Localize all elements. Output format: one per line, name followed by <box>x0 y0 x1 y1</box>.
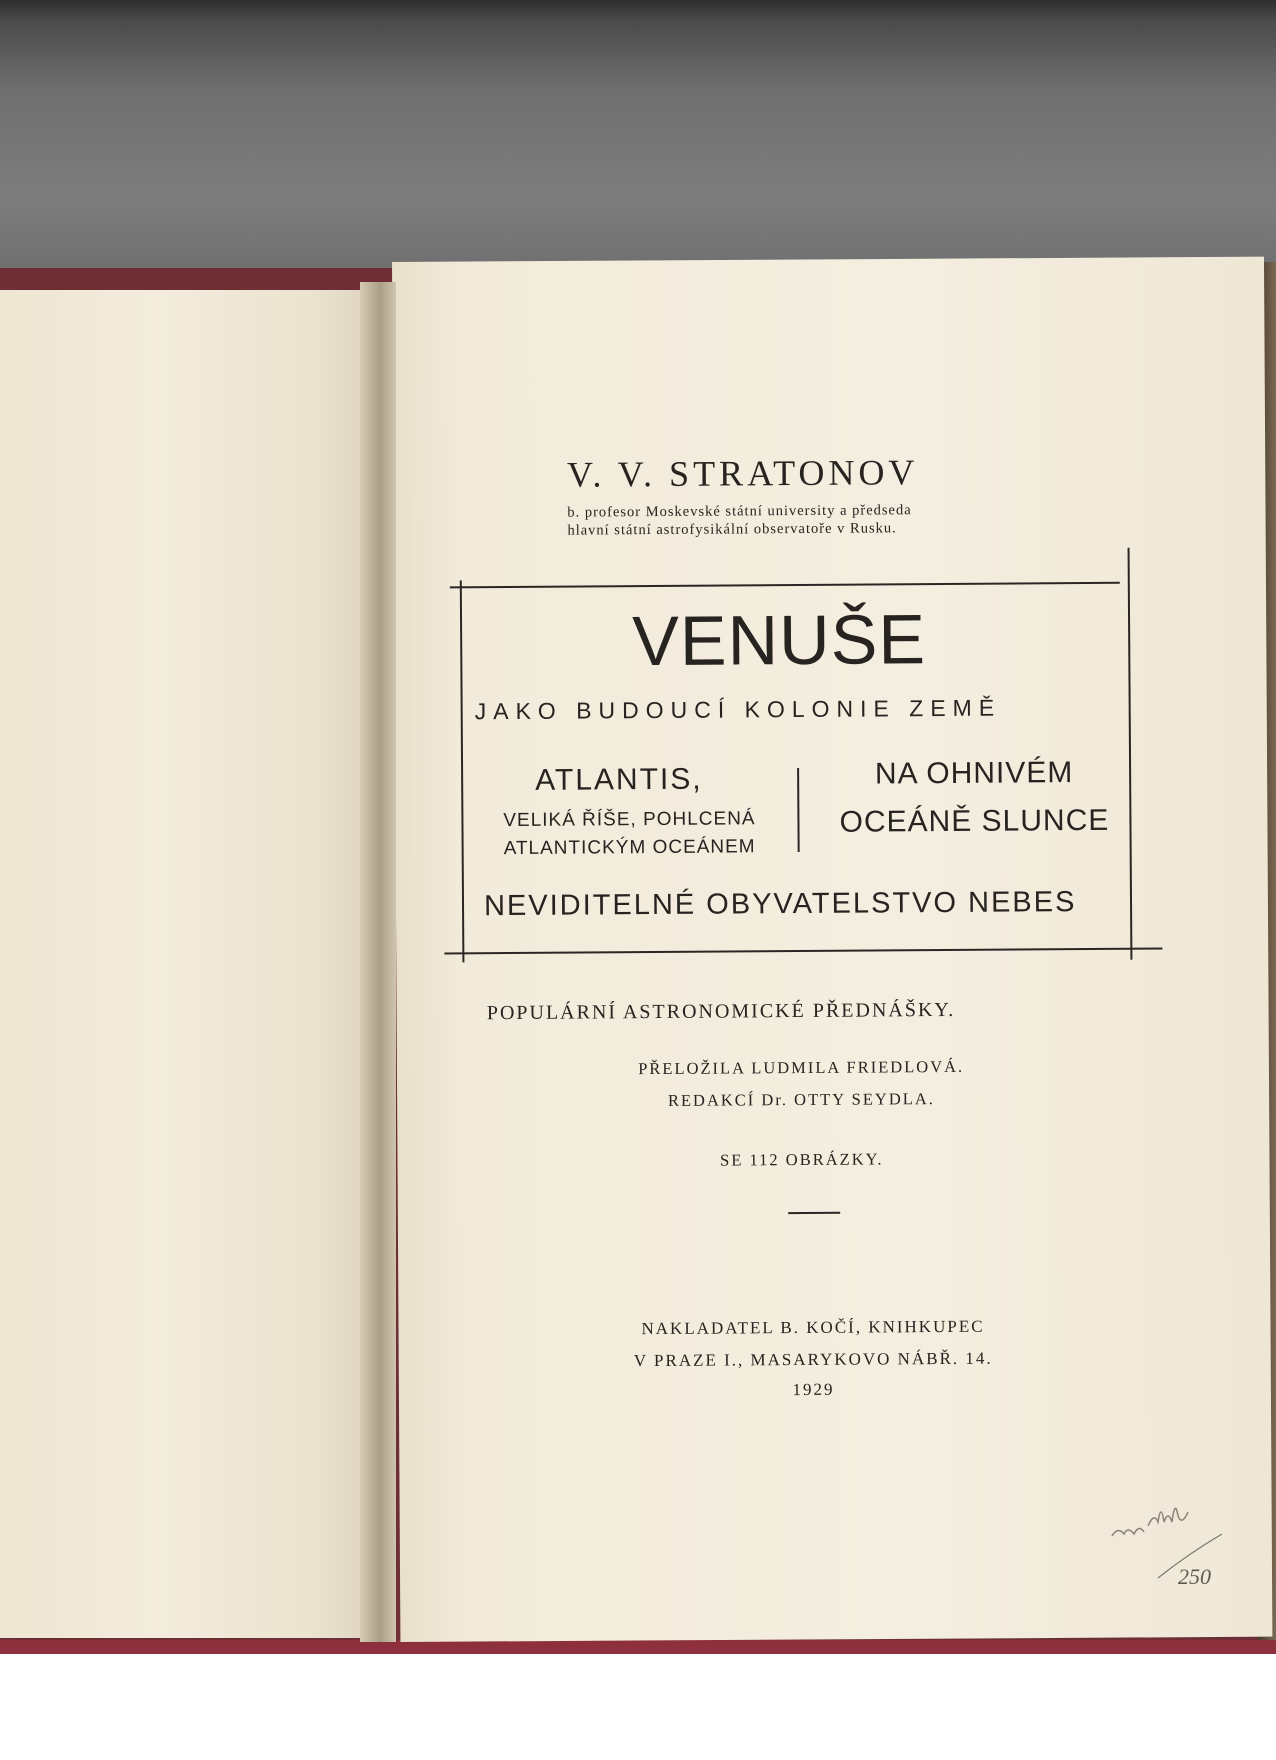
translator-credit: PŘELOŽILA LUDMILA FRIEDLOVÁ. <box>638 1056 965 1079</box>
publication-year: 1929 <box>792 1379 835 1400</box>
short-rule <box>788 1212 840 1214</box>
frame-bottom-rule <box>444 947 1162 954</box>
author-name: V. V. STRATONOV <box>566 452 919 495</box>
subtitle: JAKO BUDOUCÍ KOLONIE ZEMĚ <box>474 694 1002 725</box>
column-divider <box>797 768 800 852</box>
affiliation-line-1: b. profesor Moskevské státní university a předseda <box>567 502 912 521</box>
atlantis-line-2: ATLANTICKÝM OCEÁNEM <box>503 836 756 860</box>
publisher-line-2: V PRAZE I., MASARYKOVO NÁBŘ. 14. <box>633 1348 993 1371</box>
atlantis-description <box>479 805 779 863</box>
editor-credit: REDAKCÍ Dr. OTTY SEYDLA. <box>667 1089 935 1110</box>
atlantis-heading: ATLANTIS, <box>535 762 703 797</box>
pencil-scribble <box>1112 1508 1188 1536</box>
frame-top-rule <box>450 582 1120 589</box>
tagline: NEVIDITELNÉ OBYVATELSTVO NEBES <box>483 886 1077 923</box>
author-affiliation <box>567 501 912 539</box>
atlantis-line-1: VELIKÁ ŘÍŠE, POHLCENÁ <box>503 808 756 832</box>
right-column-line-2: OCEÁNĚ SLUNCE <box>839 803 1110 839</box>
series-title: POPULÁRNÍ ASTRONOMICKÉ PŘEDNÁŠKY. <box>486 998 956 1025</box>
main-title: VENUŠE <box>631 600 927 681</box>
frame-right-rule <box>1128 548 1133 960</box>
pencil-annotation <box>1098 1466 1228 1586</box>
affiliation-line-2: hlavní státní astrofysikální observatoře v Rusku. <box>567 520 897 539</box>
right-column-line-1: NA OHNIVÉM <box>874 756 1074 791</box>
publisher-line-1: NAKLADATEL B. KOČÍ, KNIHKUPEC <box>641 1316 985 1339</box>
frame-left-rule <box>460 580 465 962</box>
handwritten-price: 250 <box>1178 1564 1211 1586</box>
figures-count: SE 112 OBRÁZKY. <box>720 1149 884 1170</box>
